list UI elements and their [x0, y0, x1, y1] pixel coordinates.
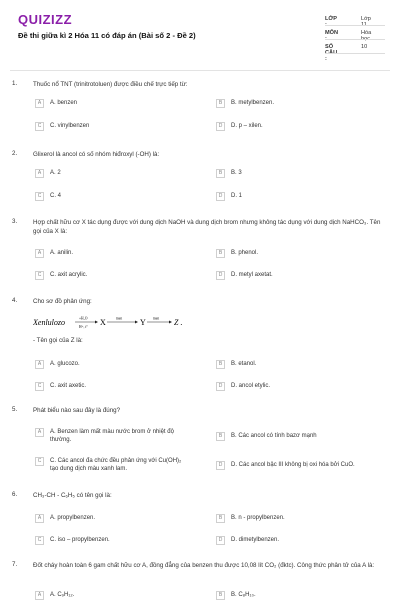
option-text: A. 2	[50, 170, 61, 176]
option-c[interactable]	[35, 382, 190, 391]
header-divider	[10, 70, 390, 71]
question-number: 6.	[12, 491, 18, 498]
quizizz-logo: QUIZIZZ	[18, 12, 73, 27]
option-c[interactable]	[35, 271, 190, 280]
option-b[interactable]	[216, 360, 371, 369]
question-text: Đốt cháy hoàn toàn 6 gam chất hữu cơ A, đồng đẳng của benzen thu được 10,08 lít CO₂ (đktc). Công thức phân tử của A là:	[33, 562, 375, 569]
scheme-z: Z .	[174, 318, 183, 327]
option-a[interactable]	[35, 99, 190, 108]
question-number: 4.	[12, 297, 18, 304]
scheme-x: X	[100, 318, 106, 327]
option-letter-box: B	[216, 432, 225, 441]
option-letter-box: A	[35, 360, 44, 369]
option-letter-box: D	[216, 271, 225, 280]
option-letter-box: B	[216, 591, 225, 600]
option-c[interactable]	[35, 457, 190, 473]
meta-key: SỐ CÂU :	[325, 44, 338, 62]
option-text: D. Các ancol bậc III không bị oxi hóa bởi CuO.	[231, 462, 355, 468]
option-letter-box: C	[35, 192, 44, 201]
option-text: A. glucozo.	[50, 361, 80, 367]
option-text: C. Các ancol đa chức đều phản ứng với Cu(OH)₂ tạo dung dịch màu xanh lam.	[50, 458, 182, 472]
option-letter-box: A	[35, 249, 44, 258]
option-letter-box: D	[216, 461, 225, 470]
option-d[interactable]	[216, 271, 371, 280]
question-text: Hợp chất hữu cơ X tác dụng được với dung dịch NaOH và dung dịch brom nhưng không tác dụng với dung dịch NaHCO₃. Tên gọi của X là:	[33, 219, 381, 235]
question-number: 7.	[12, 561, 18, 568]
question-subtext: - Tên gọi của Z là:	[33, 337, 83, 344]
option-d[interactable]	[216, 536, 371, 545]
option-text: A. benzen	[50, 100, 78, 106]
option-letter-box: C	[35, 536, 44, 545]
scheme-below-1: H⁺, t°	[79, 325, 88, 329]
question-number: 2.	[12, 150, 18, 157]
scheme-above-1: +H₂O	[79, 316, 88, 321]
option-text: C. iso – propylbenzen.	[50, 537, 110, 543]
meta-key: LỚP :	[325, 16, 337, 28]
meta-underline	[325, 39, 385, 40]
scheme-y: Y	[140, 318, 146, 327]
option-letter-box: A	[35, 99, 44, 108]
option-letter-box: B	[216, 360, 225, 369]
option-b[interactable]	[216, 249, 371, 258]
meta-value: Hóa học	[361, 30, 372, 42]
option-letter-box: D	[216, 122, 225, 131]
option-letter-box: C	[35, 271, 44, 280]
question-number: 3.	[12, 218, 18, 225]
option-text: B. 3	[231, 170, 242, 176]
option-d[interactable]	[216, 122, 371, 131]
scheme-above-2: men	[116, 316, 123, 321]
option-a[interactable]	[35, 249, 190, 258]
option-b[interactable]	[216, 432, 371, 441]
option-c[interactable]	[35, 536, 190, 545]
meta-underline	[325, 25, 385, 26]
option-text: B. C₈H₁₀.	[231, 592, 256, 598]
meta-underline	[325, 53, 385, 54]
option-text: D. ancol etylic.	[231, 383, 271, 389]
option-letter-box: B	[216, 99, 225, 108]
option-letter-box: C	[35, 457, 44, 466]
scheme-arrowhead-1	[95, 321, 98, 324]
option-letter-box: A	[35, 514, 44, 523]
meta-value: 10	[361, 44, 368, 50]
option-b[interactable]	[216, 169, 371, 178]
question-text: Glixerol là ancol có số nhóm hiđroxyl (-OH) là:	[33, 151, 160, 158]
option-letter-box: D	[216, 382, 225, 391]
question-text: Cho sơ đồ phản ứng:	[33, 298, 92, 305]
option-letter-box: A	[35, 169, 44, 178]
option-text: B. etanol.	[231, 361, 257, 367]
page-title: Đề thi giữa kì 2 Hóa 11 có đáp án (Bài số 2 - Đề 2)	[18, 31, 196, 40]
option-letter-box: D	[216, 192, 225, 201]
option-text: D. metyl axetat.	[231, 272, 273, 278]
question-text: CH₃-CH - C₆H₅ có tên gọi là:	[33, 492, 112, 499]
option-text: B. n - propylbenzen.	[231, 515, 285, 521]
worksheet-header	[0, 0, 400, 70]
option-text: A. C₉H₁₂.	[50, 592, 75, 598]
option-text: A. anilin.	[50, 250, 74, 256]
option-c[interactable]	[35, 122, 190, 131]
option-text: D. p – xilen.	[231, 123, 263, 129]
question-number: 1.	[12, 80, 18, 87]
scheme-start: Xenlulozo	[33, 318, 65, 327]
option-c[interactable]	[35, 192, 190, 201]
meta-value: Lớp 11	[361, 16, 371, 28]
scheme-arrowhead-2	[135, 321, 138, 324]
scheme-above-3: men	[153, 316, 160, 321]
reaction-scheme	[33, 315, 233, 329]
option-text: C. vinylbenzen	[50, 123, 90, 129]
option-text: B. Các ancol có tính bazơ mạnh	[231, 433, 317, 439]
option-text: D. 1	[231, 193, 243, 199]
option-a[interactable]	[35, 591, 190, 600]
question-number: 5.	[12, 406, 18, 413]
option-a[interactable]	[35, 360, 190, 369]
option-d[interactable]	[216, 382, 371, 391]
option-letter-box: A	[35, 591, 44, 600]
option-a[interactable]	[35, 169, 190, 178]
option-letter-box: D	[216, 536, 225, 545]
option-text: C. axit acrylic.	[50, 272, 88, 278]
option-text: B. metylbenzen.	[231, 100, 275, 106]
option-text: C. axit axetic.	[50, 383, 87, 389]
option-a[interactable]	[35, 514, 190, 523]
option-letter-box: C	[35, 382, 44, 391]
option-a[interactable]	[35, 428, 190, 444]
option-letter-box: B	[216, 514, 225, 523]
meta-key: MÔN :	[325, 30, 339, 42]
option-d[interactable]	[216, 192, 371, 201]
option-d[interactable]	[216, 461, 400, 470]
scheme-arrowhead-3	[169, 321, 172, 324]
option-b[interactable]	[216, 514, 371, 523]
option-text: D. dimetylbenzen.	[231, 537, 280, 543]
option-letter-box: B	[216, 169, 225, 178]
question-text: Thuốc nổ TNT (trinitrotoluen) được điều chế trực tiếp từ:	[33, 81, 188, 88]
option-letter-box: A	[35, 428, 44, 437]
question-text: Phát biểu nào sau đây là đúng?	[33, 407, 121, 414]
option-text: A. propylbenzen.	[50, 515, 96, 521]
option-b[interactable]	[216, 591, 371, 600]
option-text: C. 4	[50, 193, 62, 199]
option-text: A. Benzen làm mất màu nước brom ở nhiệt độ thường.	[50, 429, 174, 443]
option-text: B. phenol.	[231, 250, 259, 256]
option-letter-box: B	[216, 249, 225, 258]
option-b[interactable]	[216, 99, 371, 108]
option-letter-box: C	[35, 122, 44, 131]
